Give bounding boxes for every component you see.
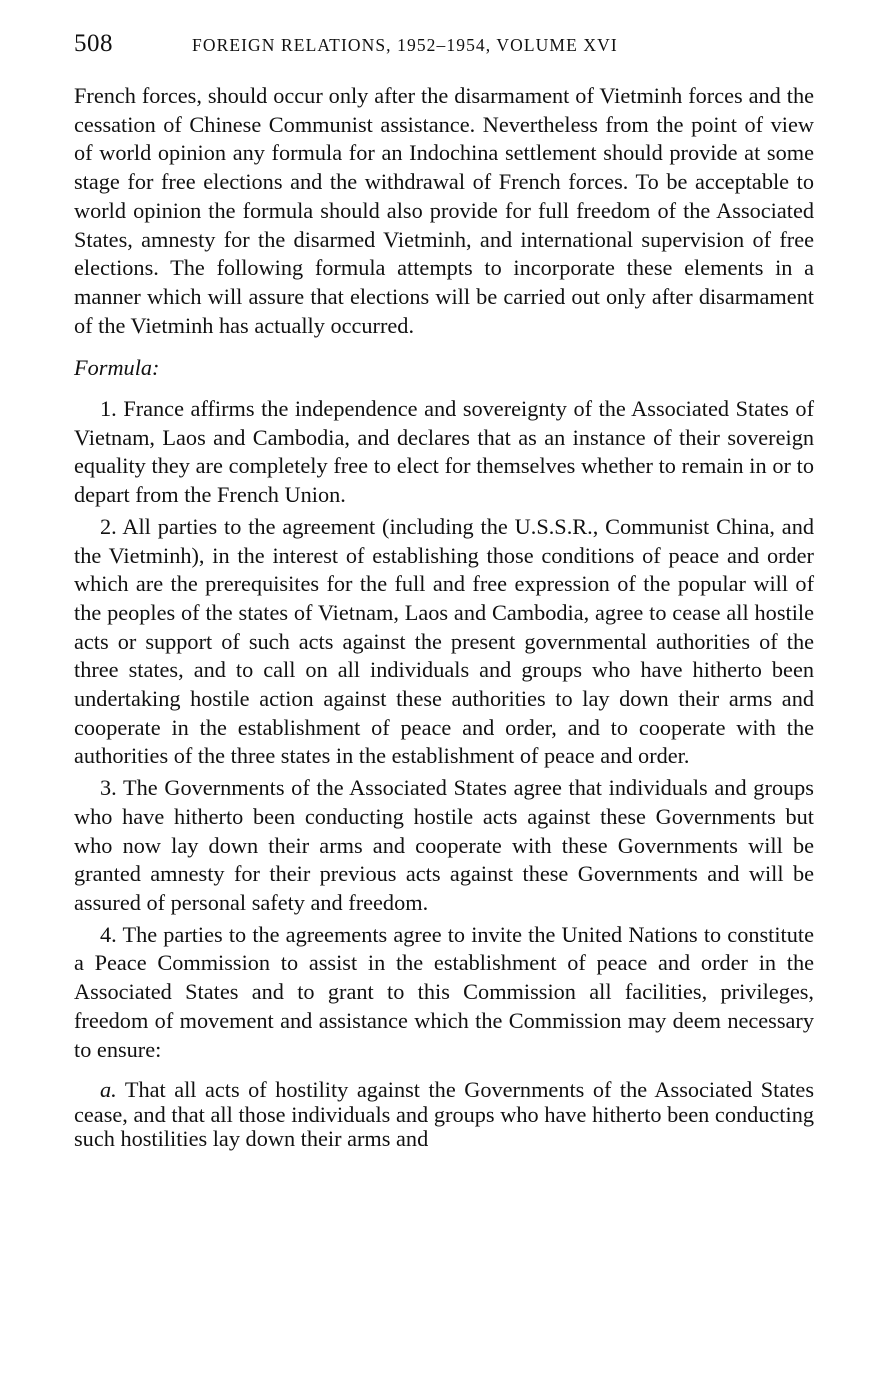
running-header-title: FOREIGN RELATIONS, 1952–1954, VOLUME XVI	[192, 35, 618, 55]
running-header	[74, 30, 814, 70]
numbered-item-2	[74, 513, 814, 771]
item-text: France affirms the independence and sovereignty of the Associated States of Vietnam, Laos and Cambodia, and declares that as an instance of their sovereign equality they are completely free to elect for themselves whether to remain in or to depart from the French Union.	[74, 396, 814, 508]
item-text: The Governments of the Associated States agree that individuals and groups who have hitherto been conducting hostile acts against these Governments but who now lay down their arms and cooperate with these Governments will be granted amnesty for their previous acts against these Governments and will be assured of personal safety and freedom.	[74, 775, 814, 915]
body-text	[74, 82, 814, 1152]
numbered-item-3	[74, 774, 814, 918]
formula-heading: Formula:	[74, 355, 160, 381]
sub-item-a	[74, 1078, 814, 1152]
item-text: The parties to the agreements agree to invite the United Nations to constitute a Peace Commission to assist in the establishment of peace and order in the Associated States and to grant to this Commission all facilities, privileges, freedom of movement and assistance which the Commission may deem necessary to ensure:	[74, 921, 814, 1062]
sub-item-text: That all acts of hostility against the Governments of the Associated States cease, and that all those individuals and groups who have hitherto been conducting such hostilities lay down their arms and	[74, 1077, 815, 1152]
item-number: 2.	[100, 513, 117, 539]
intro-paragraph: French forces, should occur only after the disarmament of Vietminh forces and the cessation of Chinese Communist assistance. Nevertheless from the point of view of world opinion any formula for an Indochina settlement should provide at some stage for free elections and the withdrawal of French forces. To be acceptable to world opinion the formula should also provide for full freedom of the Associated States, amnesty for the disarmed Vietminh, and international supervision of free elections. The following formula attempts to incorporate these elements in a manner which will assure that elections will be carried out only after disarmament of the Vietminh has actually occurred.	[74, 83, 814, 338]
sub-item-label: a.	[100, 1077, 117, 1103]
item-number: 4.	[100, 921, 117, 947]
numbered-list	[74, 395, 814, 1064]
numbered-item-1	[74, 395, 814, 510]
item-number: 1.	[100, 396, 117, 422]
item-text: All parties to the agreement (including the U.S.S.R., Communist China, and the Vietminh), in the interest of establishing those conditions of peace and order which are the prerequisites for the full and free expression of the popular will of the peoples of the states of Vietnam, Laos and Cambodia, agree to cease all hostile acts or support of such acts against the present governmental authorities of the three states, and to call on all individuals and groups who have hitherto been undertaking hostile action against these authorities to lay down their arms and cooperate in the establishment of peace and order, and to cooperate with the authorities of the three states in the establishment of peace and order.	[74, 513, 814, 769]
numbered-item-4	[74, 921, 814, 1065]
sub-item-list	[74, 1078, 814, 1152]
page-number: 508	[74, 30, 113, 57]
item-number: 3.	[100, 775, 117, 801]
document-page	[74, 30, 814, 1152]
